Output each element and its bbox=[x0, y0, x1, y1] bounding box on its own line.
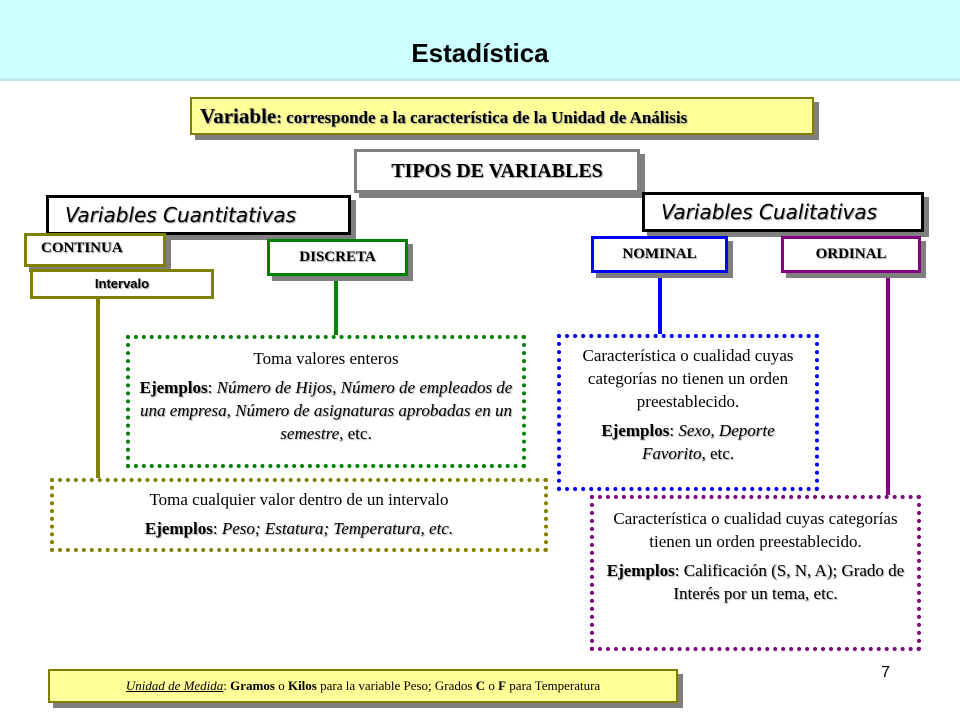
variable-definition bbox=[190, 97, 814, 135]
intervalo-box: Intervalo bbox=[30, 269, 214, 299]
ordinal-description bbox=[590, 495, 921, 651]
nominal-box: NOMINAL bbox=[591, 236, 728, 273]
nominal-description bbox=[557, 334, 819, 491]
discreta-description bbox=[126, 335, 526, 468]
definition-text: : corresponde a la característica de la Unidad de Análisis bbox=[276, 108, 688, 127]
page-title: Estadística bbox=[411, 38, 549, 68]
nominal-definition: Característica o cualidad cuyas categorías no tienen un orden preestablecido. bbox=[582, 346, 794, 411]
continua-box: CONTINUA bbox=[24, 233, 166, 267]
definition-term: Variable bbox=[200, 104, 277, 128]
banner-divider bbox=[0, 78, 960, 81]
unit-of-measure-note: Unidad de Medida: Gramos o Kilos para la variable Peso; Grados C o F para Temperatura bbox=[48, 669, 678, 703]
quantitative-group-label: Variables Cuantitativas bbox=[46, 195, 351, 235]
discreta-definition: Toma valores enteros bbox=[253, 349, 399, 368]
ordinal-definition: Característica o cualidad cuyas categorías tienen un orden preestablecido. bbox=[613, 509, 898, 551]
types-title-box: TIPOS DE VARIABLES bbox=[354, 149, 640, 193]
qualitative-group-label: Variables Cualitativas bbox=[642, 192, 924, 232]
ordinal-connector bbox=[886, 273, 890, 496]
ordinal-box: ORDINAL bbox=[781, 236, 921, 273]
discreta-box: DISCRETA bbox=[267, 239, 408, 276]
continua-examples: Ejemplos: Peso; Estatura; Temperatura, etc. bbox=[144, 519, 454, 538]
continua-description bbox=[50, 478, 548, 552]
discreta-connector bbox=[334, 276, 338, 336]
discreta-examples: Ejemplos: Número de Hijos, Número de empleados de una empresa, Número de asignaturas aprobadas en un semestre, etc. bbox=[139, 378, 513, 443]
nominal-examples: Ejemplos: Sexo, Deporte Favorito, etc. bbox=[601, 421, 775, 463]
continua-connector bbox=[96, 299, 100, 480]
ordinal-examples: Ejemplos: Calificación (S, N, A); Grado de Interés por un tema, etc. bbox=[606, 561, 905, 603]
nominal-connector bbox=[658, 273, 662, 335]
continua-definition: Toma cualquier valor dentro de un intervalo bbox=[149, 490, 449, 509]
page-number: 7 bbox=[881, 664, 890, 681]
